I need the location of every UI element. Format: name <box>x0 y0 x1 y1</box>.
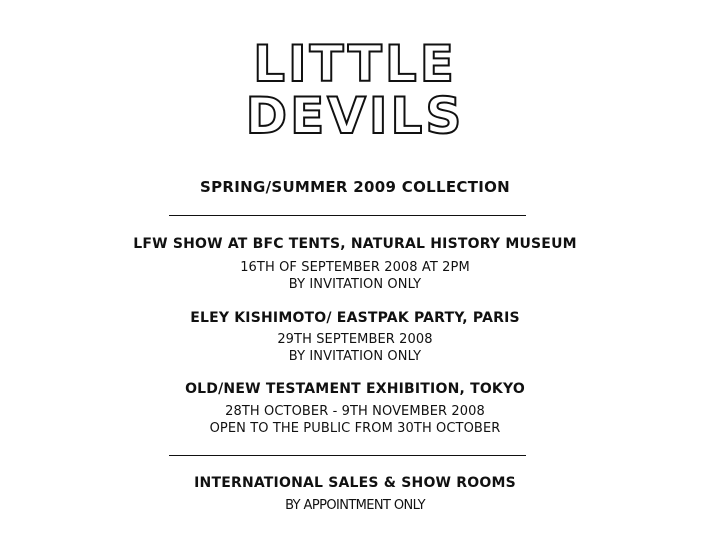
event-title-tokyo: OLD/NEW TESTAMENT EXHIBITION, TOKYO <box>185 381 525 397</box>
brand-logo <box>0 35 710 145</box>
top-divider <box>169 215 526 216</box>
event-access-lfw: BY INVITATION ONLY <box>288 277 422 292</box>
event-access-tokyo: OPEN TO THE PUBLIC FROM 30TH OCTOBER <box>209 421 501 436</box>
logo-line-2: DEVILS <box>245 87 465 145</box>
event-access-paris: BY INVITATION ONLY <box>288 349 422 364</box>
event-title-paris: ELEY KISHIMOTO/ EASTPAK PARTY, PARIS <box>190 310 520 326</box>
sales-note: BY APPOINTMENT ONLY <box>285 498 425 513</box>
logo-line-1: LITTLE <box>253 35 457 93</box>
sales-title: INTERNATIONAL SALES & SHOW ROOMS <box>194 475 516 491</box>
event-date-lfw: 16TH OF SEPTEMBER 2008 AT 2PM <box>240 260 470 275</box>
bottom-divider <box>169 455 526 456</box>
event-title-lfw: LFW SHOW AT BFC TENTS, NATURAL HISTORY MUSEUM <box>133 236 577 252</box>
collection-title: SPRING/SUMMER 2009 COLLECTION <box>199 178 511 196</box>
event-date-tokyo: 28TH OCTOBER - 9TH NOVEMBER 2008 <box>225 404 485 419</box>
event-date-paris: 29TH SEPTEMBER 2008 <box>277 332 433 347</box>
